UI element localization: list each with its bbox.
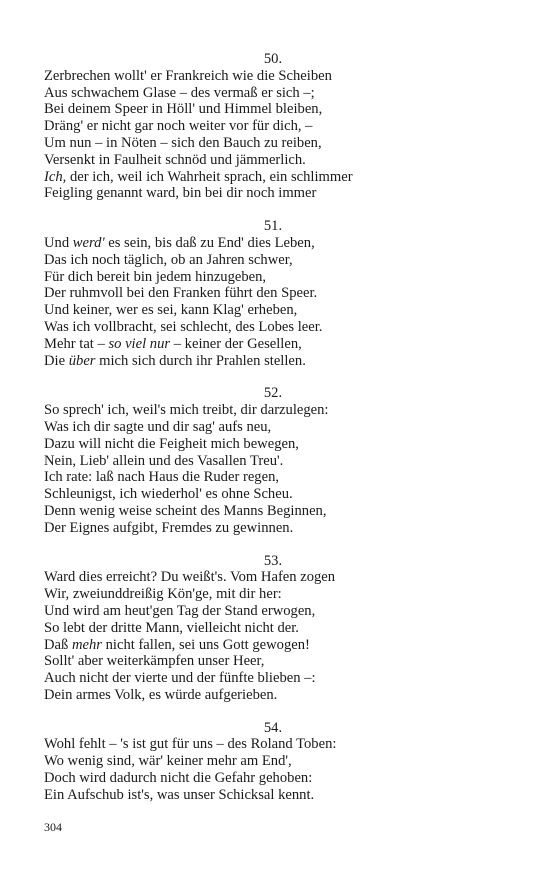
verse-text: Der Eignes aufgibt, Fremdes zu gewinnen.: [44, 519, 294, 536]
stanza-number: 51.: [263, 218, 283, 235]
verse-text: Schleunigst, ich wiederhol' es ohne Scheu.: [44, 486, 293, 503]
verse-line: [44, 336, 484, 353]
verse-text: Ein Aufschub ist's, was unser Schicksal kennt.: [44, 786, 315, 803]
verse-line: [44, 353, 484, 370]
verse-text: Und wird am heut'gen Tag der Stand erwogen,: [44, 602, 316, 619]
verse-line: [44, 753, 484, 770]
stanza: [44, 51, 484, 202]
verse-line: [44, 135, 484, 152]
verse-line: [44, 101, 484, 118]
verse-line: [44, 252, 484, 269]
verse-line: [44, 520, 484, 537]
verse-line: [44, 687, 484, 704]
verse-line: [44, 436, 484, 453]
verse-text: Nein, Lieb' allein und des Vasallen Treu'.: [44, 452, 284, 469]
verse-line: [44, 68, 484, 85]
verse-text: Wohl fehlt – 's ist gut für uns – des Roland Toben:: [44, 736, 337, 753]
verse-text: Doch wird dadurch nicht die Gefahr gehoben:: [44, 770, 313, 787]
verse-text: Sollt' aber weiterkämpfen unser Heer,: [44, 653, 265, 670]
verse-line: [44, 670, 484, 687]
verse-text: Dazu will nicht die Feigheit mich bewegen,: [44, 435, 299, 452]
italic-text: mehr: [71, 636, 102, 653]
verse-line: [44, 586, 484, 603]
verse-line: [44, 770, 484, 787]
verse-text: Ward dies erreicht? Du weißt's. Vom Hafen zogen: [44, 569, 336, 586]
italic-text: so viel nur: [108, 335, 171, 352]
verse-text: Zerbrechen wollt' er Frankreich wie die Scheiben: [44, 67, 332, 84]
verse-text: Wo wenig sind, wär' keiner mehr am End',: [44, 753, 292, 770]
verse-text: Aus schwachem Glase – des vermaß er sich –;: [44, 84, 315, 101]
verse-line: [44, 302, 484, 319]
verse-text: Was ich vollbracht, sei schlecht, des Lobes leer.: [44, 318, 323, 335]
verse-line: [44, 235, 484, 252]
poem-page: [44, 51, 484, 804]
verse-text: Versenkt in Faulheit schnöd und jämmerlich.: [44, 151, 306, 168]
verse-line: [44, 486, 484, 503]
verse-text: So sprech' ich, weil's mich treibt, dir darzulegen:: [44, 402, 329, 419]
verse-line: [44, 169, 484, 186]
verse-line: [44, 269, 484, 286]
verse-text: nicht fallen, sei uns Gott gewogen!: [101, 636, 310, 653]
verse-line: [44, 637, 484, 654]
verse-line: [44, 603, 484, 620]
page-number: 304: [44, 820, 62, 834]
verse-text: Und: [44, 234, 73, 251]
verse-text: Daß: [44, 636, 72, 653]
verse-text: der ich, weil ich Wahrheit sprach, ein schlimmer: [66, 168, 353, 185]
verse-text: es sein, bis daß zu End' dies Leben,: [104, 234, 315, 251]
verse-text: So lebt der dritte Mann, vielleicht nicht der.: [44, 619, 299, 636]
verse-line: [44, 419, 484, 436]
verse-text: Das ich noch täglich, ob an Jahren schwer,: [44, 251, 293, 268]
verse-text: Um nun – in Nöten – sich den Bauch zu reiben,: [44, 134, 322, 151]
verse-line: [44, 453, 484, 470]
italic-text: über: [68, 352, 96, 369]
verse-line: [44, 285, 484, 302]
stanza-number: 54.: [263, 719, 283, 736]
stanza-number: 50.: [263, 51, 283, 67]
verse-text: Feigling genannt ward, bin bei dir noch immer: [44, 185, 317, 202]
verse-text: Bei deinem Speer in Höll' und Himmel bleiben,: [44, 101, 323, 118]
verse-text: Wir, zweiunddreißig Kön'ge, mit dir her:: [44, 586, 282, 603]
verse-line: [44, 402, 484, 419]
verse-line: [44, 569, 484, 586]
verse-text: Die: [44, 352, 69, 369]
verse-text: Was ich dir sagte und dir sag' aufs neu,: [44, 418, 272, 435]
verse-text: Mehr tat –: [44, 335, 109, 352]
verse-text: Und keiner, wer es sei, kann Klag' erheben,: [44, 302, 298, 319]
stanza: [44, 553, 484, 704]
verse-text: Denn wenig weise scheint des Manns Beginnen,: [44, 502, 327, 519]
verse-text: mich sich durch ihr Prahlen stellen.: [95, 352, 306, 369]
italic-text: werd': [72, 234, 105, 251]
verse-text: Der ruhmvoll bei den Franken führt den Speer.: [44, 285, 318, 302]
verse-line: [44, 469, 484, 486]
verse-line: [44, 85, 484, 102]
verse-line: [44, 787, 484, 804]
verse-line: [44, 118, 484, 135]
verse-line: [44, 319, 484, 336]
stanza: [44, 720, 484, 804]
italic-text: Ich,: [44, 168, 67, 185]
stanza: [44, 385, 484, 536]
stanza: [44, 218, 484, 369]
verse-line: [44, 620, 484, 637]
verse-line: [44, 503, 484, 520]
stanza-number: 53.: [263, 552, 283, 569]
verse-text: Für dich bereit bin jedem hinzugeben,: [44, 268, 267, 285]
verse-line: [44, 185, 484, 202]
stanza-number: 52.: [263, 385, 283, 402]
verse-line: [44, 653, 484, 670]
verse-line: [44, 152, 484, 169]
verse-text: Auch nicht der vierte und der fünfte blieben –:: [44, 670, 316, 687]
verse-text: Dräng' er nicht gar noch weiter vor für dich, –: [44, 118, 313, 135]
verse-text: Dein armes Volk, es würde aufgerieben.: [44, 686, 278, 703]
verse-text: – keiner der Gesellen,: [170, 335, 302, 352]
verse-line: [44, 736, 484, 753]
verse-text: Ich rate: laß nach Haus die Ruder regen,: [44, 469, 280, 486]
